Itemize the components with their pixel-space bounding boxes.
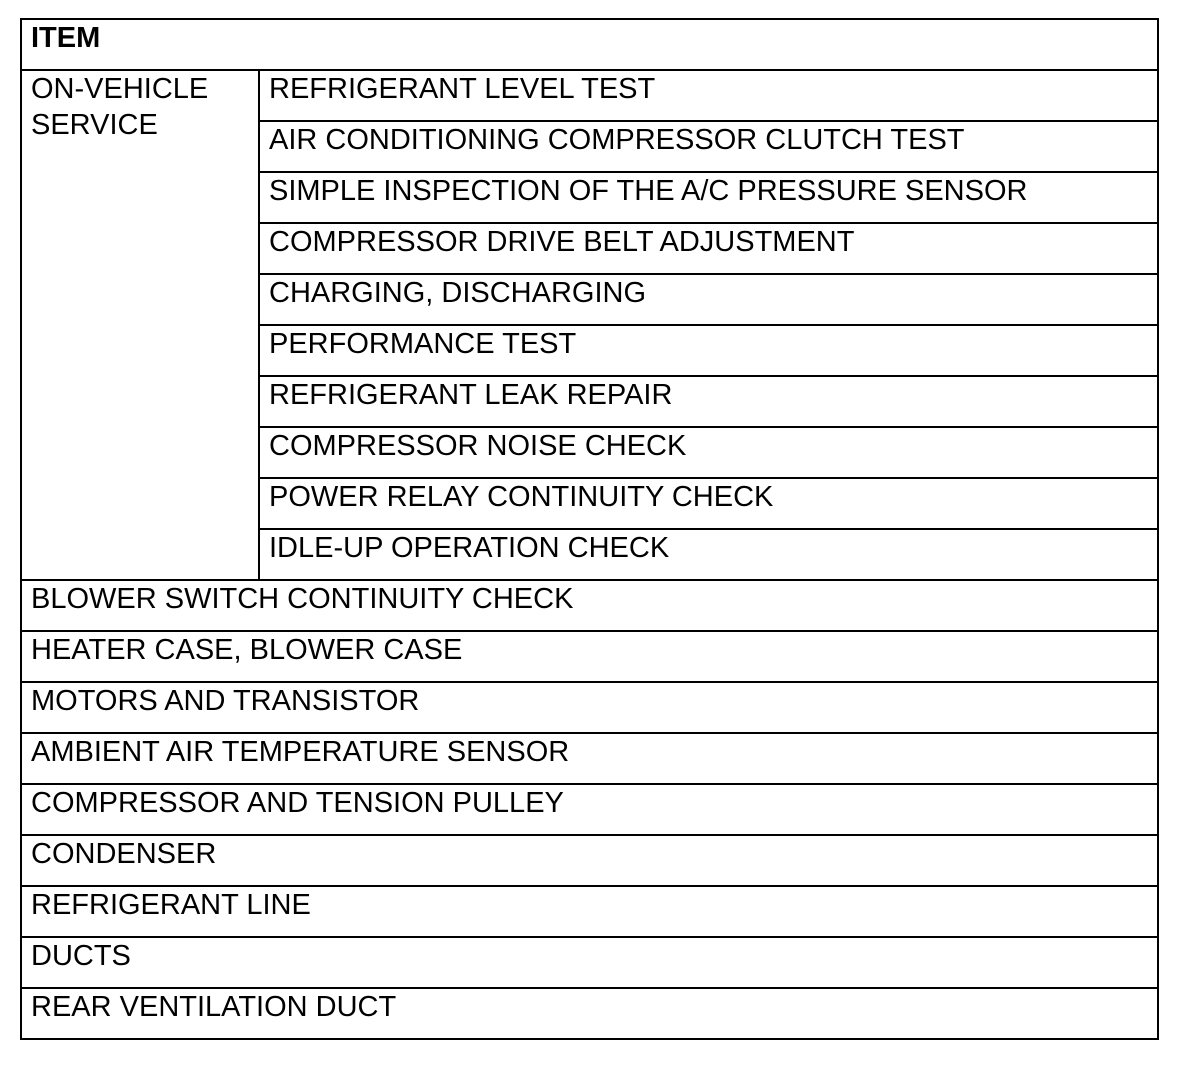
item-row: HEATER CASE, BLOWER CASE [21,631,1158,682]
group-item: SIMPLE INSPECTION OF THE A/C PRESSURE SENSOR [259,172,1158,223]
table-row [21,988,1158,1039]
table-row [21,682,1158,733]
item-row: MOTORS AND TRANSISTOR [21,682,1158,733]
group-item: POWER RELAY CONTINUITY CHECK [259,478,1158,529]
group-item: REFRIGERANT LEVEL TEST [259,70,1158,121]
group-item: CHARGING, DISCHARGING [259,274,1158,325]
table-row [21,784,1158,835]
table-header-row [21,19,1158,70]
table-row [21,631,1158,682]
item-row: DUCTS [21,937,1158,988]
table-header-item: ITEM [21,19,1158,70]
group-item: PERFORMANCE TEST [259,325,1158,376]
item-row: CONDENSER [21,835,1158,886]
table-row [21,733,1158,784]
group-label-on-vehicle-service: ON-VEHICLE SERVICE [21,70,259,580]
table-row [21,580,1158,631]
table-row [21,70,1158,121]
group-item: COMPRESSOR NOISE CHECK [259,427,1158,478]
table-row [21,886,1158,937]
item-table [20,18,1159,1040]
group-item: COMPRESSOR DRIVE BELT ADJUSTMENT [259,223,1158,274]
item-row: AMBIENT AIR TEMPERATURE SENSOR [21,733,1158,784]
group-item: IDLE-UP OPERATION CHECK [259,529,1158,580]
item-row: BLOWER SWITCH CONTINUITY CHECK [21,580,1158,631]
group-item: REFRIGERANT LEAK REPAIR [259,376,1158,427]
group-item: AIR CONDITIONING COMPRESSOR CLUTCH TEST [259,121,1158,172]
table-row [21,937,1158,988]
item-row: REAR VENTILATION DUCT [21,988,1158,1039]
item-row: REFRIGERANT LINE [21,886,1158,937]
item-row: COMPRESSOR AND TENSION PULLEY [21,784,1158,835]
table-row [21,835,1158,886]
